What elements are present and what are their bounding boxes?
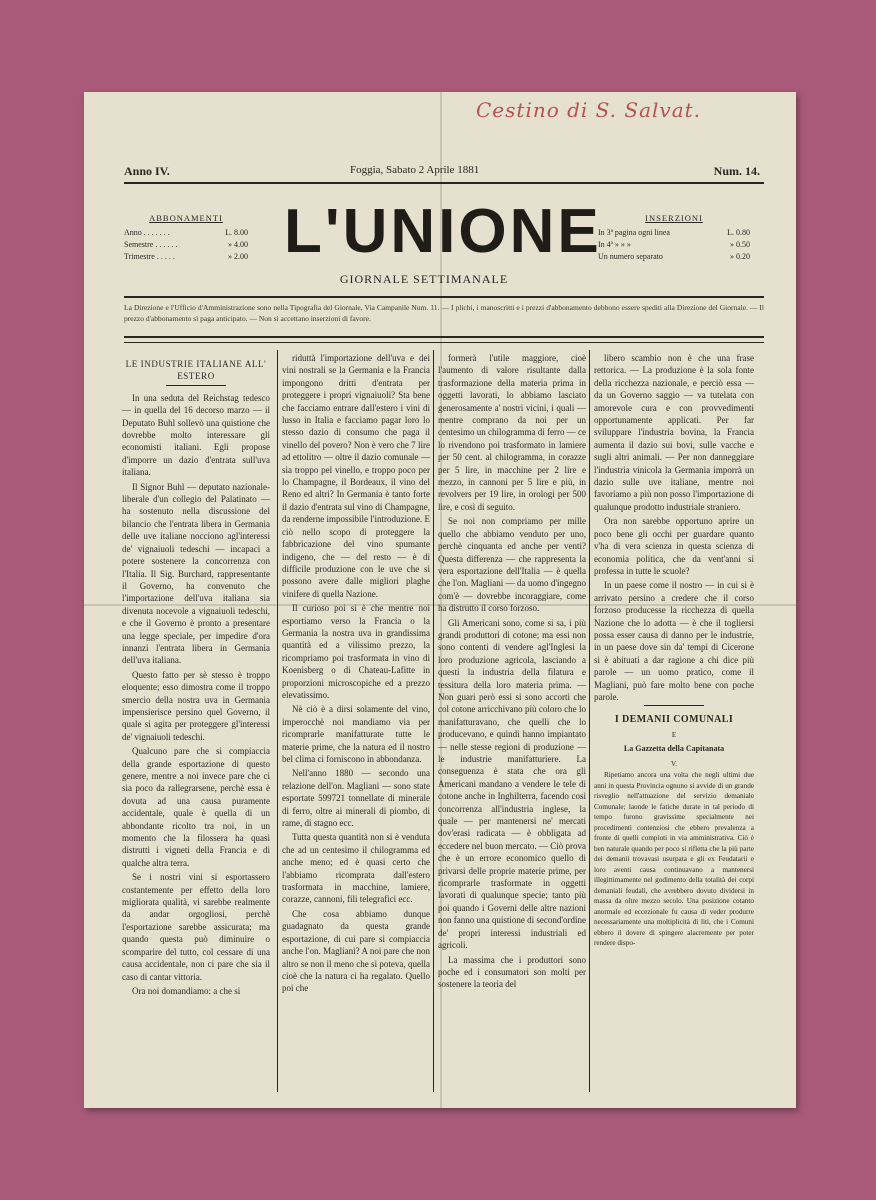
paragraph: formerà l'utile maggiore, cioè l'aumento di valore risultante dalla trasformazione della materia prima in oggetti lavorati, lo abbiamo lasciato generosamente a' nostri vicini, i quali — mentre comprano da noi per un centesimo un chilogramma di ferro — ce lo rivendono poi trasformato in lamiere per 50 cent. al chilogramma, in corazze per 5 lire, in macchine per 2 lire e mezzo, in cannoni per 5 lire e più, in revolvers per 19 lire, in orologi per 500 lire, e così di seguito. [438,353,586,512]
masthead-title: L'UNIONE [284,197,602,266]
column-divider [277,350,278,1092]
paragraph: Che cosa abbiamo dunque guadagnato da questa grande esportazione, di cui pare si compiaccia anche l'on. Magliani? A noi pare che non altro se non il meno che si poteva, quella cioè che la natura ci ha regalato. Quello poi che [282,908,430,994]
article-subtitle: La Gazzetta della Capitanata [623,744,725,754]
issue-number: Num. 14. [713,164,760,178]
paragraph: Qualcuno pare che si compiaccia della grande esportazione di questo genere, mentre a noi invece pare che ci sia poco da rallegrarsene, perchè essa è dovuta ad una causa puramente accidentale, quale è quella di un abbondante ricolto tra noi, in un momento che la filossera ha quasi distrutti i vigneti della Francia e di qualche altra terra. [122,746,270,868]
paragraph: Ora non sarebbe opportuno aprire un poco bene gli occhi per guardare quanto v'ha di vera scienza in questa scienza di economia politica, che da vent'anni si professa in tutte le scuole? [594,516,754,576]
abbonamenti-box [124,212,248,263]
paragraph: riduttà l'importazione dell'uva e dei vini nostrali se la Germania e la Francia impongono dritti d'entrata per proteggere i propri vignaiuoli? Sta bene che facciamo entrare dall'estero i vini di lusso in Italia e facciamo pagar loro lo stesso dazio di consumo che paga il vinello del povero? Non è vero che 7 lire ad ettolitro — oltre il dazio comunale — sia troppo pel vinello, e troppo poco per lo Champagne, il Bordeaux, il vino del Reno ed altri? In Germania è tanto forte il dazio d'entrata sul vino di Champagne, da renderne impossibile l'introduzione. E ciò nello scopo di proteggere la fabbricazione del vino spumante indigeno, che — del resto — è di difficile produzione con le uve che si possono avere dalle migliori plaghe vinifere di quella Nazione. [282,353,430,599]
paragraph: Se i nostri vini si esportassero costantemente per effetto della loro migliorata qualità, vi sarebbe realmente da andar orgogliosi, perchè l'esportazione sarebbe assicurata; ma quando questa può diminuire o scomparire del tutto, col cessare di una causa accidentale, non ci pare che sia il caso di cantar vittoria. [122,872,270,982]
section-number: V. [671,759,677,768]
newspaper-page [84,92,796,1108]
header-rule [124,182,764,184]
paragraph: Nè ciò è a dirsi solamente del vino, imperocchè noi mandiamo via per ricomprarle manifatturate tutte le materie prime, che la natura ed il nostro bel clima ci forniscono in abbondanza. [282,704,430,764]
inserzioni-box [598,212,750,263]
header-line [124,164,760,182]
title-divider [166,385,226,386]
article-title-demanii: I DEMANII COMUNALI [614,714,734,726]
paragraph: In una seduta del Reichstag tedesco — in quella del 16 decorso marzo — il Deputato Buhl sollevò una quistione che dovrebbe molto interessare gli economisti italiani. Egli propose d'imporre un dazio d'entrata sull'uva italiana. [122,392,270,478]
paragraph: libero scambio non è che una frase rettorica. — La produzione è la sola fonte della ricchezza nazionale, e perciò essa — da un Governo saggio — va tutelata con amorevole cura e con provvedimenti opportunamente applicati. Per far sviluppare l'industria bovina, la Francia aumenta il dazio sui bovi, sulle vacche e sugli altri animali. — Per non danneggiare l'industria vinicola la Germania imporrà un dazio sulle uve italiane, mentre noi favoriamo a più non posso l'importazione di qualunque prodotto industriale straniero. [594,353,754,512]
paragraph: In un paese come il nostro — in cui si è arrivato persino a credere che il corso forzoso producesse la ricchezza di quella Nazione che lo adotta — è che il togliersi possa esser causa di danno per le industrie, in un paese dove sin da' tempi di Cicerone si è abituati a dar ragione a chi dice più parole — un uomo pratico, come il Magliani, può fare molto bene con poche parole. [594,580,754,702]
paragraph: Questo fatto per sè stesso è troppo eloquente; esso dimostra come il troppo smercio della nostra uva in Germania impensierisce persino quel Governo, il quale si agita per proteggere gl'interessi de' vignaiuoli tedeschi. [122,669,270,742]
column-4 [594,352,754,1092]
volume-label: Anno IV. [124,164,170,178]
article-divider [644,705,704,706]
conjunction: E [671,730,677,739]
abbonamenti-row: Anno . . . . . . . L. 8.00 [124,228,248,237]
paragraph: Tutta questa quantità non si è venduta che ad un centesimo il chilogramma ed anche meno; ed è quasi certo che l'abbiamo ricomprata dall'estero trasformata in macchine, lamiere, corazze, cannoni, fili telegrafici ecc. [282,832,430,905]
paragraph: Se noi non compriamo per mille quello che abbiamo venduto per uno, perchè cinquanta ed anche per venti? Questa differenza — che rappresenta la vera esportazione dell'Italia — è quella che l'on. Magliani — da uomo d'ingegno com'è — dovrebbe incoraggiare, come ha distrutto il corso forzoso. [438,516,586,614]
paragraph: Il Signor Buhl — deputato nazionale-liberale d'un collegio del Palatinato — ha sostenuto nella discussione del bilancio che l'entrata libera in Germania delle uve italiane nocciono agl'interessi de' vignaiuoli tedeschi — incapaci a potere sostenere la concorrenza con l'Italia. Il Sig. Burchard, rappresentante il Governo, ha convenuto che l'importazione dell'uva italiana sia divenuta nocevole a vignaiuoli tedeschi, e che il Governo è pronto a presentare una legge speciale, per impedire d'ora innanzi l'entrata libera in Germania dell'uva italiana. [122,481,270,666]
paragraph: Ripetiamo ancora una volta che negli ultimi due anni in questa Provincia ognuno si avvide di un grande risveglio nell'attuazione del servizio demaniale Comunale; laonde le fatiche durate in tal periodo di tempo furono gravissime specialmente nei procedimenti contenziosi che ebbero prevalenza a fronte di quelli compiuti in via amministrativa. Ciò è ben naturale quando per poco si rifletta che la più parte dei demanii trovavasi usurpata e gli ex Feudatarii e loro aventi causa continuavano a mantenersi illegittimamente nel godimento della totalità dei corpi demaniali feudali, che avrebbero dovuto dividersi in massa da oltre mezzo secolo. Una posizione cotanto anormale ed eccezionale fu causa di veder produrre necessariamente una moltiplicità di liti, che i Comuni ebbero il dovere di spingere alacremente per poter rendere dispo- [594,771,754,947]
paragraph: Nell'anno 1880 — secondo una relazione dell'on. Magliani — sono state esportate 599721 tonnellate di minerale di ferro, oltre ai minerali di piombo, di rame, di stagno ecc. [282,768,430,829]
handwritten-note: Cestino di S. Salvat. [476,98,702,122]
paragraph: Ora noi domandiamo: a che si [132,985,241,996]
abbonamenti-row: Semestre . . . . . . » 4.00 [124,240,248,249]
notice-bottom-rule [124,336,764,338]
inserzioni-row: Un numero separato » 0.20 [598,252,750,261]
column-2 [282,352,430,1092]
inserzioni-heading: INSERZIONI [645,213,703,223]
columns-top-rule [124,342,764,343]
masthead-subtitle: GIORNALE SETTIMANALE [339,272,509,286]
notice-top-rule [124,296,764,298]
inserzioni-row: In 4ª » » » » 0.50 [598,240,750,249]
abbonamenti-heading: ABBONAMENTI [149,213,223,223]
inserzioni-row: In 3ª pagina ogni linea L. 0.80 [598,228,750,237]
column-1 [122,352,270,1092]
administration-notice: La Direzione e l'Ufficio d'Amministrazione sono nella Tipografia del Giornale, Via Campanile Num. 11. — I plichi, i manoscritti e i prezzi d'abbonamento debbono essere spediti alla Direzione del Giornale. — Il prezzo d'abbonamento si paga anticipato. — Non si accettano inserzioni di favore. [124,303,764,323]
paragraph: Gli Americani sono, come si sa, i più grandi produttori di cotone; ma essi non sono contenti di vendere agl'Inglesi la loro produzione agricola, lasciando a questi la industria della filatura e tessitura della loro materia prima. — Non guari però essi si sono accorti che col cotone arricchivano più coloro che lo manifatturavano, che quelli che lo producevano, e quindi hanno impiantato — nelle stesse regioni di produzione — le industrie manifatturiere. La conseguenza è stata che ora gli Americani mandano a vendere le tele di cotone anche in Inghilterra, facendo così concorrenza all'industria inglese, la quale — per mantenersi ne' mercati dov'erasi radicata — è obbligata ad eccedere nel buon mercato. — Ciò prova che è un errore economico quello di privarsi delle proprie materie prime, per ricomprarle trasformate in oggetti lavorati di qualunque specie; tanto più poi quando i Governi delle altre nazioni non fanno una quistione di second'ordine de' propri interessi industriali ed agricoli. [438,617,586,951]
abbonamenti-row: Trimestre . . . . . » 2.00 [124,252,248,261]
column-divider [589,350,590,1092]
paragraph: Il curioso poi si è che mentre noi esportiamo verso la Francia o la Germania la nostra uva in grandissima quantità ed a vilissimo prezzo, la ricompriamo poi trasformata in vino di Koenisberg o di Chateau-Lafitte in proporzioni microscopiche ed a prezzo elevatissimo. [282,603,430,700]
place-date: Foggia, Sabato 2 Aprile 1881 [350,164,480,176]
paragraph: La massima che i produttori sono poche ed i consumatori son molti per sostenere la teoria del [438,954,586,990]
column-divider [433,350,434,1092]
article-title-industrie: LE INDUSTRIE ITALIANE ALL' ESTERO [125,359,267,382]
column-3 [438,352,586,1092]
